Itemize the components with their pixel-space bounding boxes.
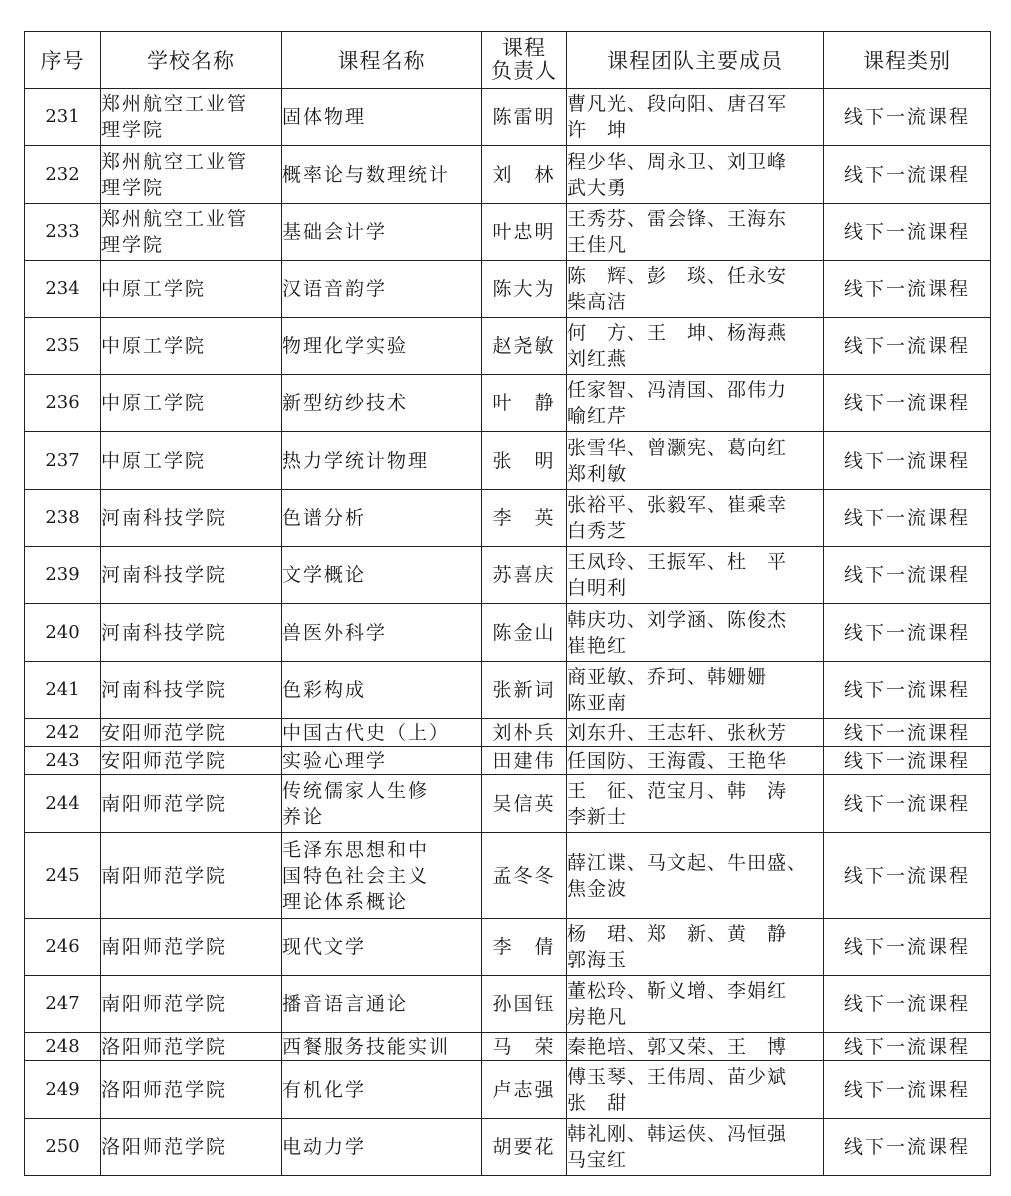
cell-course-line: 中国古代史（上） (282, 721, 451, 744)
cell-number-line: 233 (45, 221, 80, 242)
cell-lead-line: 陈大为 (492, 278, 556, 300)
cell-number-line: 237 (45, 449, 80, 471)
cell-lead (482, 719, 567, 747)
cell-team-line: 傅玉琴、王伟周、苗少斌 (567, 1065, 788, 1088)
cell-type (824, 432, 991, 490)
cell-number (25, 976, 101, 1033)
cell-number-line: 248 (45, 1035, 80, 1057)
cell-course-line: 新型纺纱技术 (282, 392, 409, 414)
cell-number-line: 232 (45, 163, 80, 185)
table-row (25, 146, 991, 204)
cell-school-line: 中原工学院 (101, 278, 207, 300)
cell-lead (482, 747, 567, 775)
cell-type (824, 662, 991, 719)
cell-number (25, 204, 101, 261)
cell-lead-line: 李 英 (492, 507, 556, 529)
cell-course (282, 662, 482, 719)
cell-course-line: 毛泽东思想和中 (282, 838, 430, 861)
cell-lead-line: 田建伟 (492, 749, 556, 772)
cell-school-line: 南阳师范学院 (101, 792, 228, 815)
cell-type-line: 线下一流课程 (843, 993, 970, 1015)
cell-school (101, 662, 282, 719)
header-type: 课程类别 (824, 32, 991, 89)
cell-number (25, 747, 101, 775)
cell-course (282, 204, 482, 261)
header-lead-line1: 课程 (502, 36, 546, 60)
cell-school (101, 318, 282, 375)
cell-lead-line: 吴信英 (492, 792, 556, 815)
cell-course-line: 理论体系概论 (282, 890, 409, 913)
table-row (25, 490, 991, 547)
cell-type-line: 线下一流课程 (843, 163, 970, 186)
header-school: 学校名称 (101, 32, 282, 89)
cell-school (101, 1033, 282, 1061)
cell-number (25, 1033, 101, 1061)
cell-type (824, 919, 991, 976)
cell-number (25, 775, 101, 833)
cell-lead-line: 马 荣 (492, 1035, 556, 1058)
cell-team-line: 韩礼刚、韩运侠、冯恒强 (567, 1123, 788, 1145)
cell-team (567, 775, 824, 833)
cell-team-line: 何 方、王 坤、杨海燕 (567, 322, 788, 344)
cell-number (25, 547, 101, 604)
cell-school (101, 547, 282, 604)
cell-team (567, 547, 824, 604)
cell-school-line: 郑州航空工业管 (101, 93, 249, 115)
cell-lead-line: 李 倩 (492, 936, 556, 958)
cell-type (824, 204, 991, 261)
table-row (25, 1033, 991, 1061)
cell-school (101, 89, 282, 146)
header-lead-line2: 负责人 (491, 59, 557, 83)
cell-school-line: 河南科技学院 (101, 564, 228, 586)
cell-team-line: 崔艳红 (567, 634, 628, 657)
cell-number (25, 604, 101, 662)
cell-school (101, 432, 282, 490)
cell-team-line: 房艳凡 (567, 1006, 628, 1028)
cell-school (101, 919, 282, 976)
cell-school-line: 郑州航空工业管 (101, 150, 249, 173)
cell-type (824, 490, 991, 547)
cell-team-line: 喻红芹 (567, 405, 628, 427)
cell-course (282, 1061, 482, 1119)
cell-number-line: 249 (45, 1078, 80, 1100)
cell-team-line: 董松玲、靳义增、李娟红 (567, 980, 788, 1002)
cell-school-line: 中原工学院 (101, 335, 207, 357)
cell-number-line: 241 (45, 679, 80, 700)
cell-team-line: 许 坤 (567, 119, 628, 141)
cell-team (567, 318, 824, 375)
cell-school (101, 375, 282, 432)
cell-team-line: 武大勇 (567, 176, 628, 199)
table-row (25, 89, 991, 146)
cell-type (824, 719, 991, 747)
cell-team-line: 刘红燕 (567, 348, 628, 370)
cell-school-line: 安阳师范学院 (101, 721, 228, 744)
cell-team-line: 韩庆功、刘学涵、陈俊杰 (567, 608, 788, 631)
cell-lead-line: 陈金山 (492, 621, 556, 644)
cell-type (824, 604, 991, 662)
cell-type-line: 线下一流课程 (843, 1035, 970, 1058)
cell-school-line: 南阳师范学院 (101, 936, 228, 958)
cell-lead-line: 苏喜庆 (492, 564, 556, 586)
cell-team-line: 李新士 (567, 805, 628, 828)
cell-course (282, 1033, 482, 1061)
cell-school-line: 洛阳师范学院 (101, 1136, 228, 1158)
cell-course (282, 1119, 482, 1176)
cell-team-line: 郭海玉 (567, 949, 628, 971)
table-row (25, 261, 991, 318)
cell-team (567, 662, 824, 719)
course-table (24, 31, 991, 1176)
table-row (25, 547, 991, 604)
cell-type-line: 线下一流课程 (843, 278, 970, 300)
cell-type (824, 833, 991, 919)
cell-type-line: 线下一流课程 (843, 621, 970, 644)
cell-course-line: 养论 (282, 805, 325, 828)
cell-course (282, 261, 482, 318)
cell-school-line: 中原工学院 (101, 392, 207, 414)
cell-team-line: 柴高洁 (567, 291, 628, 313)
cell-team-line: 张雪华、曾灏宪、葛向红 (567, 436, 788, 459)
cell-team-line: 王 征、范宝月、韩 涛 (567, 779, 788, 802)
cell-lead (482, 432, 567, 490)
header-team: 课程团队主要成员 (567, 32, 824, 89)
cell-lead-line: 张 明 (492, 449, 556, 472)
cell-lead (482, 976, 567, 1033)
cell-number-line: 235 (45, 335, 80, 356)
cell-number-line: 231 (45, 106, 80, 127)
cell-number (25, 490, 101, 547)
cell-team (567, 1033, 824, 1061)
cell-team (567, 204, 824, 261)
cell-team (567, 976, 824, 1033)
cell-course-line: 国特色社会主义 (282, 864, 430, 887)
cell-type-line: 线下一流课程 (843, 106, 970, 128)
cell-type (824, 747, 991, 775)
cell-school (101, 833, 282, 919)
cell-team (567, 1119, 824, 1176)
cell-number-line: 247 (45, 993, 80, 1014)
cell-school (101, 204, 282, 261)
cell-course-line: 兽医外科学 (282, 621, 388, 644)
cell-number-line: 242 (45, 721, 80, 743)
cell-school-line: 河南科技学院 (101, 621, 228, 644)
cell-team-line: 任家智、冯清国、邵伟力 (567, 379, 788, 401)
table-row (25, 604, 991, 662)
cell-type-line: 线下一流课程 (843, 721, 970, 744)
cell-team (567, 747, 824, 775)
cell-number-line: 245 (45, 864, 80, 886)
cell-type-line: 线下一流课程 (843, 392, 970, 414)
cell-course-line: 文学概论 (282, 564, 367, 586)
cell-course-line: 基础会计学 (282, 221, 388, 243)
cell-number-line: 244 (45, 792, 80, 814)
cell-type (824, 146, 991, 204)
cell-lead-line: 孙国钰 (492, 993, 556, 1015)
cell-number (25, 89, 101, 146)
cell-course-line: 实验心理学 (282, 749, 388, 772)
cell-school-line: 理学院 (101, 234, 165, 256)
table-row (25, 775, 991, 833)
cell-number-line: 236 (45, 392, 80, 413)
cell-school (101, 976, 282, 1033)
cell-team-line: 王佳凡 (567, 234, 628, 256)
cell-type (824, 318, 991, 375)
cell-team (567, 833, 824, 919)
cell-course (282, 89, 482, 146)
cell-lead-line: 胡要花 (492, 1136, 556, 1158)
cell-lead (482, 261, 567, 318)
cell-type-line: 线下一流课程 (843, 936, 970, 958)
cell-course-line: 汉语音韵学 (282, 278, 388, 300)
cell-number-line: 239 (45, 564, 80, 585)
cell-number-line: 240 (45, 621, 80, 643)
cell-number-line: 246 (45, 936, 80, 957)
cell-course (282, 747, 482, 775)
cell-team (567, 89, 824, 146)
cell-course (282, 919, 482, 976)
cell-number (25, 662, 101, 719)
cell-school (101, 719, 282, 747)
cell-lead-line: 卢志强 (492, 1078, 556, 1101)
cell-course-line: 有机化学 (282, 1078, 367, 1101)
header-row (25, 32, 991, 89)
cell-team (567, 719, 824, 747)
cell-course (282, 604, 482, 662)
cell-course (282, 432, 482, 490)
cell-school-line: 理学院 (101, 176, 165, 199)
cell-lead (482, 775, 567, 833)
cell-type (824, 1119, 991, 1176)
cell-team (567, 919, 824, 976)
cell-lead (482, 662, 567, 719)
cell-course-line: 色彩构成 (282, 679, 367, 701)
cell-course-line: 色谱分析 (282, 507, 367, 529)
cell-number-line: 250 (45, 1136, 80, 1157)
cell-course-line: 物理化学实验 (282, 335, 409, 357)
cell-course (282, 775, 482, 833)
cell-school-line: 郑州航空工业管 (101, 208, 249, 230)
cell-lead-line: 叶忠明 (492, 221, 556, 243)
header-no: 序号 (25, 32, 101, 89)
cell-course (282, 146, 482, 204)
cell-team-line: 程少华、周永卫、刘卫峰 (567, 150, 788, 173)
cell-course (282, 833, 482, 919)
cell-type (824, 775, 991, 833)
cell-team-line: 马宝红 (567, 1149, 628, 1171)
cell-number-line: 243 (45, 749, 80, 771)
cell-team (567, 1061, 824, 1119)
cell-lead-line: 陈雷明 (492, 106, 556, 128)
cell-lead-line: 刘朴兵 (492, 721, 556, 744)
cell-lead (482, 833, 567, 919)
cell-number (25, 432, 101, 490)
table-row (25, 919, 991, 976)
cell-school (101, 146, 282, 204)
cell-type-line: 线下一流课程 (843, 507, 970, 529)
cell-school-line: 中原工学院 (101, 449, 207, 472)
cell-team (567, 375, 824, 432)
cell-team-line: 陈亚南 (567, 692, 628, 714)
cell-school (101, 775, 282, 833)
cell-team-line: 白秀芝 (567, 520, 628, 542)
cell-team-line: 张 甜 (567, 1091, 628, 1114)
cell-lead (482, 1061, 567, 1119)
table-row (25, 318, 991, 375)
cell-team-line: 曹凡光、段向阳、唐召军 (567, 93, 788, 115)
cell-school-line: 河南科技学院 (101, 679, 228, 701)
cell-type-line: 线下一流课程 (843, 792, 970, 815)
cell-school-line: 安阳师范学院 (101, 749, 228, 772)
cell-school-line: 洛阳师范学院 (101, 1035, 228, 1058)
cell-type (824, 1033, 991, 1061)
cell-team-line: 张裕平、张毅军、崔乘幸 (567, 494, 788, 516)
cell-type (824, 375, 991, 432)
cell-team (567, 604, 824, 662)
table-row (25, 432, 991, 490)
cell-type-line: 线下一流课程 (843, 679, 970, 701)
cell-lead (482, 146, 567, 204)
cell-number (25, 146, 101, 204)
cell-team-line: 陈 辉、彭 琰、任永安 (567, 265, 788, 287)
cell-number (25, 1119, 101, 1176)
cell-type-line: 线下一流课程 (843, 335, 970, 357)
cell-lead-line: 张新词 (492, 679, 556, 701)
cell-team-line: 秦艳培、郭又荣、王 博 (567, 1035, 788, 1058)
cell-number (25, 1061, 101, 1119)
cell-course (282, 719, 482, 747)
cell-lead (482, 204, 567, 261)
table-row (25, 976, 991, 1033)
cell-lead-line: 赵尧敏 (492, 335, 556, 357)
cell-type-line: 线下一流课程 (843, 749, 970, 772)
table-body (25, 89, 991, 1176)
cell-number (25, 261, 101, 318)
cell-type (824, 976, 991, 1033)
cell-type (824, 89, 991, 146)
cell-team-line: 杨 珺、郑 新、黄 静 (567, 923, 788, 945)
cell-course (282, 490, 482, 547)
cell-course-line: 热力学统计物理 (282, 449, 430, 472)
cell-course-line: 传统儒家人生修 (282, 779, 430, 802)
cell-course (282, 976, 482, 1033)
cell-school (101, 261, 282, 318)
cell-type-line: 线下一流课程 (843, 221, 970, 243)
cell-team (567, 261, 824, 318)
table-row (25, 375, 991, 432)
cell-lead (482, 89, 567, 146)
cell-team-line: 郑利敏 (567, 462, 628, 485)
cell-school (101, 1061, 282, 1119)
cell-course-line: 播音语言通论 (282, 993, 409, 1015)
cell-number (25, 919, 101, 976)
cell-number-line: 234 (45, 278, 80, 299)
cell-course (282, 547, 482, 604)
table-row (25, 1061, 991, 1119)
cell-lead (482, 604, 567, 662)
table-row (25, 833, 991, 919)
cell-course-line: 现代文学 (282, 936, 367, 958)
cell-team (567, 146, 824, 204)
cell-lead (482, 490, 567, 547)
cell-lead (482, 1119, 567, 1176)
cell-school-line: 南阳师范学院 (101, 864, 228, 887)
cell-school-line: 河南科技学院 (101, 507, 228, 529)
header-course: 课程名称 (282, 32, 482, 89)
cell-type-line: 线下一流课程 (843, 864, 970, 887)
cell-type-line: 线下一流课程 (843, 564, 970, 586)
cell-school-line: 南阳师范学院 (101, 993, 228, 1015)
cell-team (567, 490, 824, 547)
cell-team-line: 王秀芬、雷会锋、王海东 (567, 208, 788, 230)
cell-number (25, 833, 101, 919)
cell-lead (482, 919, 567, 976)
cell-lead-line: 叶 静 (492, 392, 556, 414)
table-row (25, 719, 991, 747)
cell-type-line: 线下一流课程 (843, 1136, 970, 1158)
cell-team-line: 刘东升、王志轩、张秋芳 (567, 721, 788, 744)
cell-team-line: 商亚敏、乔珂、韩姗姗 (567, 666, 768, 688)
cell-lead (482, 375, 567, 432)
header-lead (482, 32, 567, 89)
cell-team-line: 白明利 (567, 577, 628, 599)
cell-course (282, 318, 482, 375)
table-row (25, 662, 991, 719)
cell-lead (482, 318, 567, 375)
cell-number-line: 238 (45, 507, 80, 528)
cell-course-line: 西餐服务技能实训 (282, 1035, 451, 1058)
table-row (25, 204, 991, 261)
cell-course (282, 375, 482, 432)
cell-lead (482, 1033, 567, 1061)
cell-school (101, 1119, 282, 1176)
cell-team-line: 任国防、王海霞、王艳华 (567, 749, 788, 772)
cell-team-line: 薛江谍、马文起、牛田盛、 (567, 851, 808, 874)
cell-team-line: 王凤玲、王振军、杜 平 (567, 551, 788, 573)
cell-course-line: 电动力学 (282, 1136, 367, 1158)
cell-team-line: 焦金波 (567, 877, 628, 900)
cell-type (824, 261, 991, 318)
cell-school (101, 604, 282, 662)
cell-lead-line: 刘 林 (492, 163, 556, 186)
cell-type (824, 547, 991, 604)
cell-number (25, 318, 101, 375)
cell-school-line: 理学院 (101, 119, 165, 141)
cell-school (101, 490, 282, 547)
cell-course-line: 概率论与数理统计 (282, 163, 451, 186)
cell-lead-line: 孟冬冬 (492, 864, 556, 887)
cell-number (25, 375, 101, 432)
cell-type (824, 1061, 991, 1119)
cell-school (101, 747, 282, 775)
cell-school-line: 洛阳师范学院 (101, 1078, 228, 1101)
cell-number (25, 719, 101, 747)
cell-type-line: 线下一流课程 (843, 449, 970, 472)
cell-course-line: 固体物理 (282, 106, 367, 128)
table-row (25, 1119, 991, 1176)
table-row (25, 747, 991, 775)
cell-type-line: 线下一流课程 (843, 1078, 970, 1101)
cell-lead (482, 547, 567, 604)
cell-team (567, 432, 824, 490)
